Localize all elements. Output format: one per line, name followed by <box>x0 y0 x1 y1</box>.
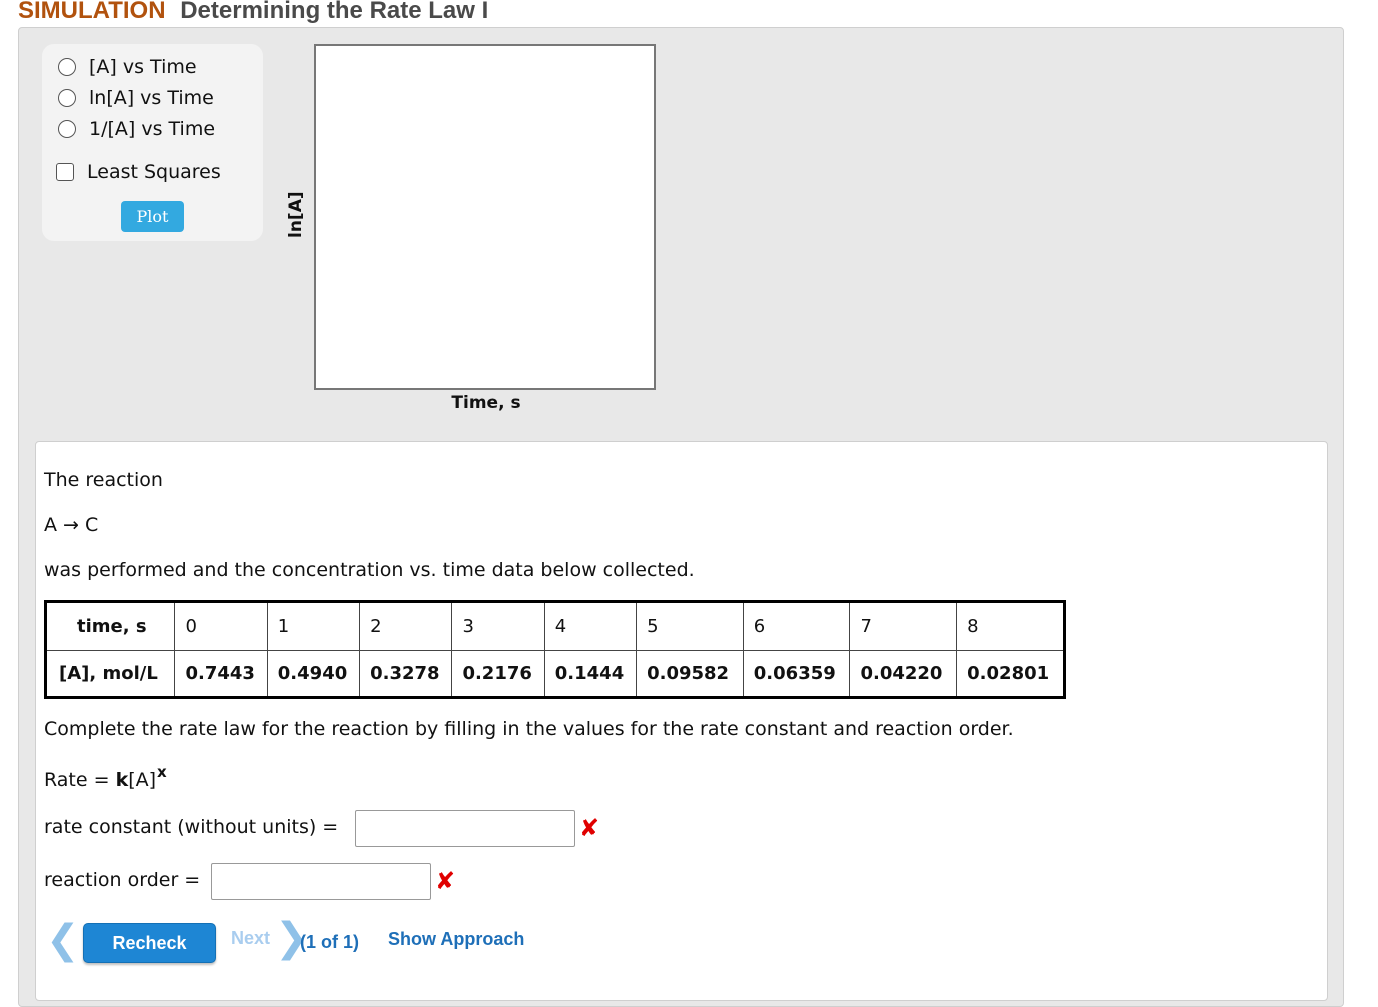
table-cell: 0.09582 <box>637 650 744 697</box>
instruction-text: Complete the rate law for the reaction by filling in the values for the rate constant and reaction order. <box>44 718 1014 740</box>
table-cell: 2 <box>360 602 452 651</box>
rate-constant-label: rate constant (without units) = <box>44 816 339 838</box>
plot-button[interactable]: Plot <box>121 201 184 232</box>
chevron-left-icon[interactable]: ❮ <box>46 917 80 963</box>
table-cell: 5 <box>637 602 744 651</box>
radio-label: ln[A] vs Time <box>89 87 214 109</box>
table-row <box>46 602 1065 651</box>
page-count: (1 of 1) <box>300 932 360 952</box>
problem-description: was performed and the concentration vs. time data below collected. <box>44 559 695 581</box>
table-cell: 0.1444 <box>544 650 636 697</box>
x-axis-label: Time, s <box>451 393 521 413</box>
radio-label: 1/[A] vs Time <box>89 118 216 140</box>
radio-button[interactable] <box>58 89 76 107</box>
rate-law-exponent: x <box>157 763 167 781</box>
problem-intro: The reaction <box>44 469 163 491</box>
row-header-concentration: [A], mol/L <box>46 650 175 697</box>
least-squares-label: Least Squares <box>87 161 221 183</box>
row-header-time: time, s <box>46 602 175 651</box>
radio-button[interactable] <box>58 120 76 138</box>
radio-label: [A] vs Time <box>89 56 197 78</box>
simulation-tag: SIMULATION <box>18 0 166 24</box>
plot-area <box>314 44 656 390</box>
table-cell: 0.7443 <box>175 650 267 697</box>
incorrect-mark-icon: ✘ <box>579 814 600 842</box>
rate-law <box>44 763 167 791</box>
radio-a-vs-time[interactable] <box>58 55 197 79</box>
rate-law-prefix: Rate = <box>44 769 116 791</box>
rate-law-k: k <box>115 769 129 791</box>
table-cell: 0.3278 <box>360 650 452 697</box>
page-heading <box>18 0 488 27</box>
reaction-order-label: reaction order = <box>44 869 201 891</box>
least-squares-option[interactable] <box>56 160 221 184</box>
radio-ln-a-vs-time[interactable] <box>58 86 214 110</box>
table-cell: 3 <box>452 602 544 651</box>
show-approach-link[interactable]: Show Approach <box>388 929 525 949</box>
page-title: Determining the Rate Law I <box>180 0 489 24</box>
table-row <box>46 650 1065 697</box>
table-cell: 4 <box>544 602 636 651</box>
table-cell: 7 <box>850 602 957 651</box>
table-cell: 0 <box>175 602 267 651</box>
recheck-button[interactable]: Recheck <box>83 923 216 963</box>
table-cell: 0.02801 <box>957 650 1065 697</box>
table-cell: 8 <box>957 602 1065 651</box>
incorrect-mark-icon: ✘ <box>435 867 456 895</box>
table-cell: 6 <box>743 602 850 651</box>
reaction-equation: A → C <box>44 514 99 536</box>
table-cell: 0.06359 <box>743 650 850 697</box>
table-cell: 1 <box>267 602 359 651</box>
chevron-right-icon[interactable]: ❯ <box>275 915 309 961</box>
table-cell: 0.4940 <box>267 650 359 697</box>
y-axis-label: ln[A] <box>286 191 306 238</box>
rate-constant-input[interactable] <box>355 810 575 847</box>
least-squares-checkbox[interactable] <box>56 163 74 181</box>
radio-button[interactable] <box>58 58 76 76</box>
next-link[interactable]: Next <box>231 928 271 948</box>
reaction-order-input[interactable] <box>211 863 431 900</box>
table-cell: 0.2176 <box>452 650 544 697</box>
radio-inverse-a-vs-time[interactable] <box>58 117 215 141</box>
data-table <box>44 600 1066 699</box>
rate-law-conc: [A] <box>128 769 157 791</box>
table-cell: 0.04220 <box>850 650 957 697</box>
